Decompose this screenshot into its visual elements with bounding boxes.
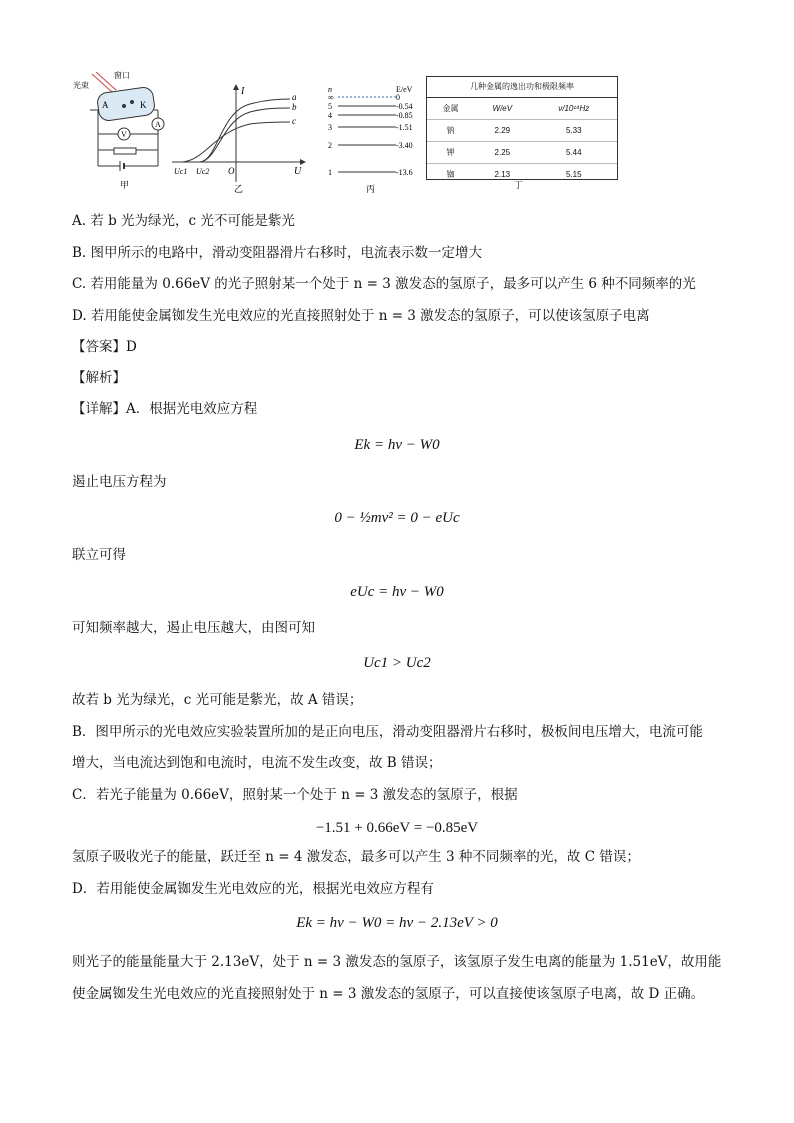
table-cell: 2.25: [474, 142, 530, 164]
formula: Ek = hν − W0 = hν − 2.13eV > 0: [296, 915, 498, 931]
formula: Ek = hν − W0: [354, 437, 440, 453]
table-cell: 2.13: [474, 164, 530, 186]
level-n: ∞: [328, 93, 334, 102]
analysis-title: 【解析】: [72, 370, 126, 386]
level-energy: -13.6: [396, 168, 413, 177]
voltmeter-label: V: [121, 130, 127, 139]
origin-label: O: [228, 166, 235, 176]
figure-bing-energy-levels: [326, 84, 420, 194]
table-cell: 钾: [427, 142, 474, 164]
level-energy: -0.54: [396, 102, 413, 111]
window-label: 窗口: [114, 71, 130, 80]
table-cell: 5.33: [531, 120, 617, 142]
level-n: 2: [328, 141, 332, 150]
table-row: [427, 120, 617, 142]
explanation-line: D．若用能使金属铷发生光电效应的光，根据光电效应方程有: [72, 881, 434, 897]
formula: −1.51 + 0.66eV = −0.85eV: [315, 820, 479, 836]
curve-c-label: c: [292, 116, 296, 126]
explanation-line: 【详解】A．根据光电效应方程: [72, 401, 258, 417]
table-cell: 铷: [427, 164, 474, 186]
figure-yi-iu-curve: [170, 82, 310, 194]
table-cell: 2.29: [474, 120, 530, 142]
table-header: ν/10¹⁴Hz: [558, 104, 590, 113]
electrode-k-label: K: [140, 100, 147, 110]
formula: Uc1 > Uc2: [363, 655, 431, 671]
explanation-line: 增大，当电流达到饱和电流时，电流不发生改变，故 B 错误；: [72, 755, 442, 771]
figure-jia-circuit: [70, 68, 170, 194]
level-n: 1: [328, 168, 332, 177]
axis-u-label: U: [294, 166, 302, 177]
energy-n-header: n: [328, 85, 332, 94]
level-energy: -1.51: [396, 123, 413, 132]
figure-bing-caption: 丙: [366, 184, 376, 194]
level-energy: -0.85: [396, 111, 413, 120]
explanation-line: B．图甲所示的光电效应实验装置所加的是正向电压，滑动变阻器滑片右移时，极板间电压增大，电流可能: [72, 724, 703, 740]
explanation-line: 则光子的能量能量大于 2.13eV，处于 n = 3 激发态的氢原子，该氢原子发生电离的能量为 1.51eV，故用能: [72, 954, 722, 970]
energy-e-header: E/eV: [396, 85, 413, 94]
explanation-line: 故若 b 光为绿光，c 光可能是紫光，故 A 错误；: [72, 692, 363, 708]
table-cell: 5.44: [531, 142, 617, 164]
beam-label: 光束: [73, 81, 89, 90]
axis-i-label: I: [241, 86, 245, 97]
explanation-line: 可知频率越大，遏止电压越大，由图可知: [72, 620, 315, 636]
explanation-line: C．若光子能量为 0.66eV，照射某一个处于 n = 3 激发态的氢原子，根据: [72, 787, 518, 803]
level-n: 4: [328, 111, 332, 120]
explanation-line: 氢原子吸收光子的能量，跃迁至 n = 4 激发态，最多可以产生 3 种不同频率的光，故 C 错误；: [72, 849, 640, 865]
answer: 【答案】D: [72, 339, 137, 355]
level-n: 5: [328, 102, 332, 111]
table-title: 几种金属的逸出功和极限频率: [427, 77, 617, 98]
table-row: [427, 142, 617, 164]
figure-yi-caption: 乙: [234, 184, 244, 194]
figure-jia-caption: 甲: [120, 180, 130, 190]
figure-ding-caption: 丁: [514, 181, 524, 191]
curve-a-label: a: [292, 92, 297, 102]
explanation-line: 使金属铷发生光电效应的光直接照射处于 n = 3 激发态的氢原子，可以直接使该氢原子电离，故 D 正确。: [72, 986, 705, 1002]
uc1-label: Uc1: [174, 167, 188, 176]
uc2-label: Uc2: [196, 167, 210, 176]
curve-b-label: b: [292, 102, 297, 112]
level-n: 3: [328, 123, 332, 132]
explanation-line: 联立可得: [72, 547, 126, 563]
option-b: B. 图甲所示的电路中，滑动变阻器滑片右移时，电流表示数一定增大: [72, 245, 483, 261]
level-energy: -3.40: [396, 141, 413, 150]
level-energy: 0: [396, 93, 400, 102]
figure-ding-metal-table: [426, 76, 618, 180]
option-a: A. 若 b 光为绿光，c 光不可能是紫光: [72, 213, 295, 229]
option-d: D. 若用能使金属铷发生光电效应的光直接照射处于 n = 3 激发态的氢原子，可以使该氢原子电离: [72, 308, 650, 324]
option-c: C. 若用能量为 0.66eV 的光子照射某一个处于 n = 3 激发态的氢原子，最多可以产生 6 种不同频率的光: [72, 276, 696, 292]
table-cell: 钠: [427, 120, 474, 142]
ammeter-label: A: [155, 120, 161, 129]
electrode-a-label: A: [102, 100, 109, 110]
explanation-line: 遏止电压方程为: [72, 474, 167, 490]
table-header: 金属: [442, 104, 459, 113]
formula: eUc = hν − W0: [350, 584, 444, 600]
table-header: W/eV: [492, 104, 513, 113]
table-cell: 5.15: [531, 164, 617, 186]
formula: 0 − ½mv² = 0 − eUc: [334, 510, 460, 526]
